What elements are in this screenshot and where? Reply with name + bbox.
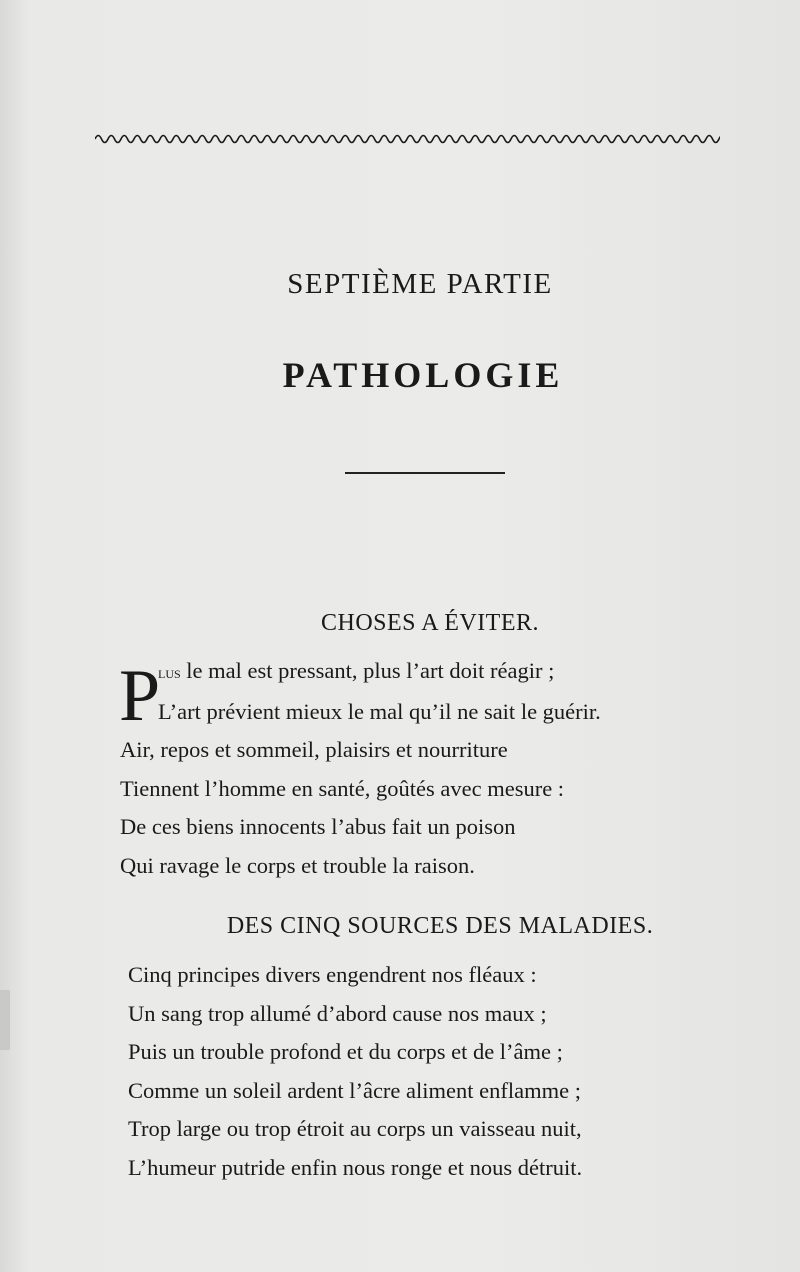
drop-cap: P bbox=[119, 655, 161, 737]
section-divider bbox=[345, 472, 505, 474]
binding-tape bbox=[0, 990, 10, 1050]
verse-line: Tiennent l’homme en santé, goûtés avec mesure : bbox=[120, 775, 565, 801]
verse-choses-a-eviter bbox=[120, 652, 601, 885]
section-title: PATHOLOGIE bbox=[282, 355, 564, 395]
verse-line: Comme un soleil ardent l’âcre aliment enflamme ; bbox=[128, 1077, 581, 1103]
wavy-rule-ornament bbox=[95, 128, 720, 150]
verse-line: Qui ravage le corps et trouble la raison. bbox=[120, 852, 475, 878]
verse-line: L’art prévient mieux le mal qu’il ne sait le guérir. bbox=[158, 698, 601, 724]
verse-line: Cinq principes divers engendrent nos fléaux : bbox=[128, 962, 537, 987]
small-caps-start: lus bbox=[158, 663, 181, 682]
verse-line: L’humeur putride enfin nous ronge et nous détruit. bbox=[128, 1154, 583, 1180]
verse-line: Puis un trouble profond et du corps et de l’âme ; bbox=[128, 1039, 563, 1064]
verse-line: De ces biens innocents l’abus fait un poison bbox=[120, 814, 516, 839]
verse-cinq-sources bbox=[128, 956, 582, 1187]
verse-line-rest: le mal est pressant, plus l’art doit réagir ; bbox=[180, 658, 555, 683]
heading-cinq-sources: DES CINQ SOURCES DES MALADIES. bbox=[226, 913, 654, 939]
verse-line: Trop large ou trop étroit au corps un vaisseau nuit, bbox=[128, 1116, 582, 1141]
heading-choses-a-eviter: CHOSES A ÉVITER. bbox=[320, 610, 540, 636]
part-title: SEPTIÈME PARTIE bbox=[287, 268, 553, 300]
verse-line bbox=[120, 652, 601, 693]
verse-line: Un sang trop allumé d’abord cause nos maux ; bbox=[128, 1000, 547, 1026]
verse-line: Air, repos et sommeil, plaisirs et nourriture bbox=[120, 737, 508, 762]
